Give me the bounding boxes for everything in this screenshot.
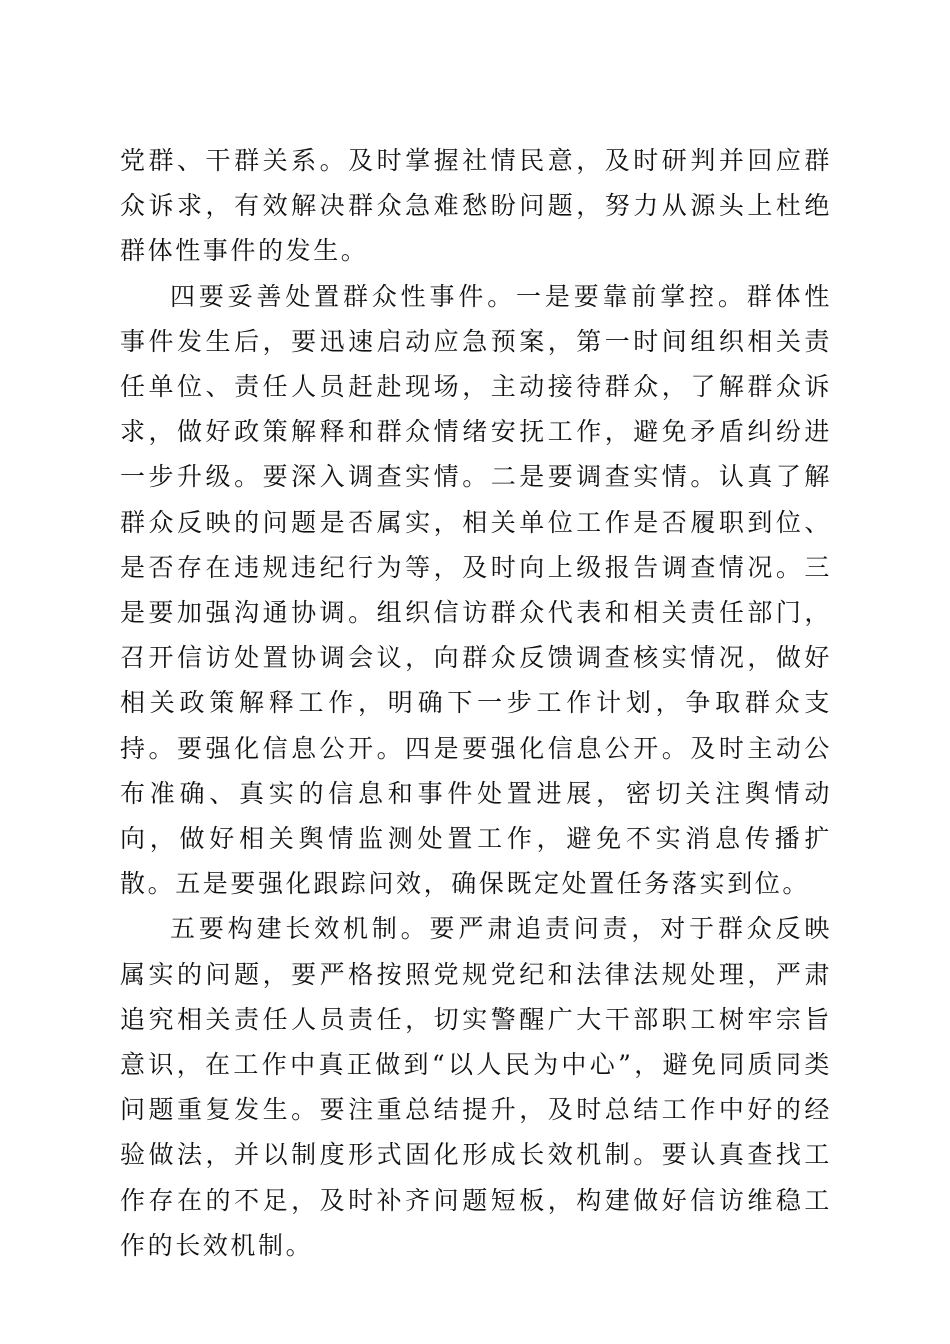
document-body: [120, 138, 832, 1268]
paragraph-long-term-mechanism: 五要构建长效机制。要严肃追责问责，对于群众反映属实的问题，要严格按照党规党纪和法律法规处理，严肃追究相关责任人员责任，切实警醒广大干部职工树牢宗旨意识，在工作中真正做到“以人民为中心”，避免同质同类问题重复发生。要注重总结提升，及时总结工作中好的经验做法，并以制度形式固化形成长效机制。要认真查找工作存在的不足，及时补齐问题短板，构建做好信访维稳工作的长效机制。: [120, 914, 832, 1260]
paragraph-handle-mass-incidents: 四要妥善处置群众性事件。一是要靠前掌控。群体性事件发生后，要迅速启动应急预案，第一时间组织相关责任单位、责任人员赶赴现场，主动接待群众，了解群众诉求，做好政策解释和群众情绪安抚工作，避免矛盾纠纷进一步升级。要深入调查实情。二是要调查实情。认真了解群众反映的问题是否属实，相关单位工作是否履职到位、是否存在违规违纪行为等，及时向上级报告调查情况。三是要加强沟通协调。组织信访群众代表和相关责任部门，召开信访处置协调会议，向群众反馈调查核实情况，做好相关政策解释工作，明确下一步工作计划，争取群众支持。要强化信息公开。四是要强化信息公开。及时主动公布准确、真实的信息和事件处置进展，密切关注舆情动向，做好相关舆情监测处置工作，避免不实消息传播扩散。五是要强化跟踪问效，确保既定处置任务落实到位。: [120, 281, 832, 899]
paragraph-continuation: 党群、干群关系。及时掌握社情民意，及时研判并回应群众诉求，有效解决群众急难愁盼问题，努力从源头上杜绝群体性事件的发生。: [120, 146, 832, 266]
